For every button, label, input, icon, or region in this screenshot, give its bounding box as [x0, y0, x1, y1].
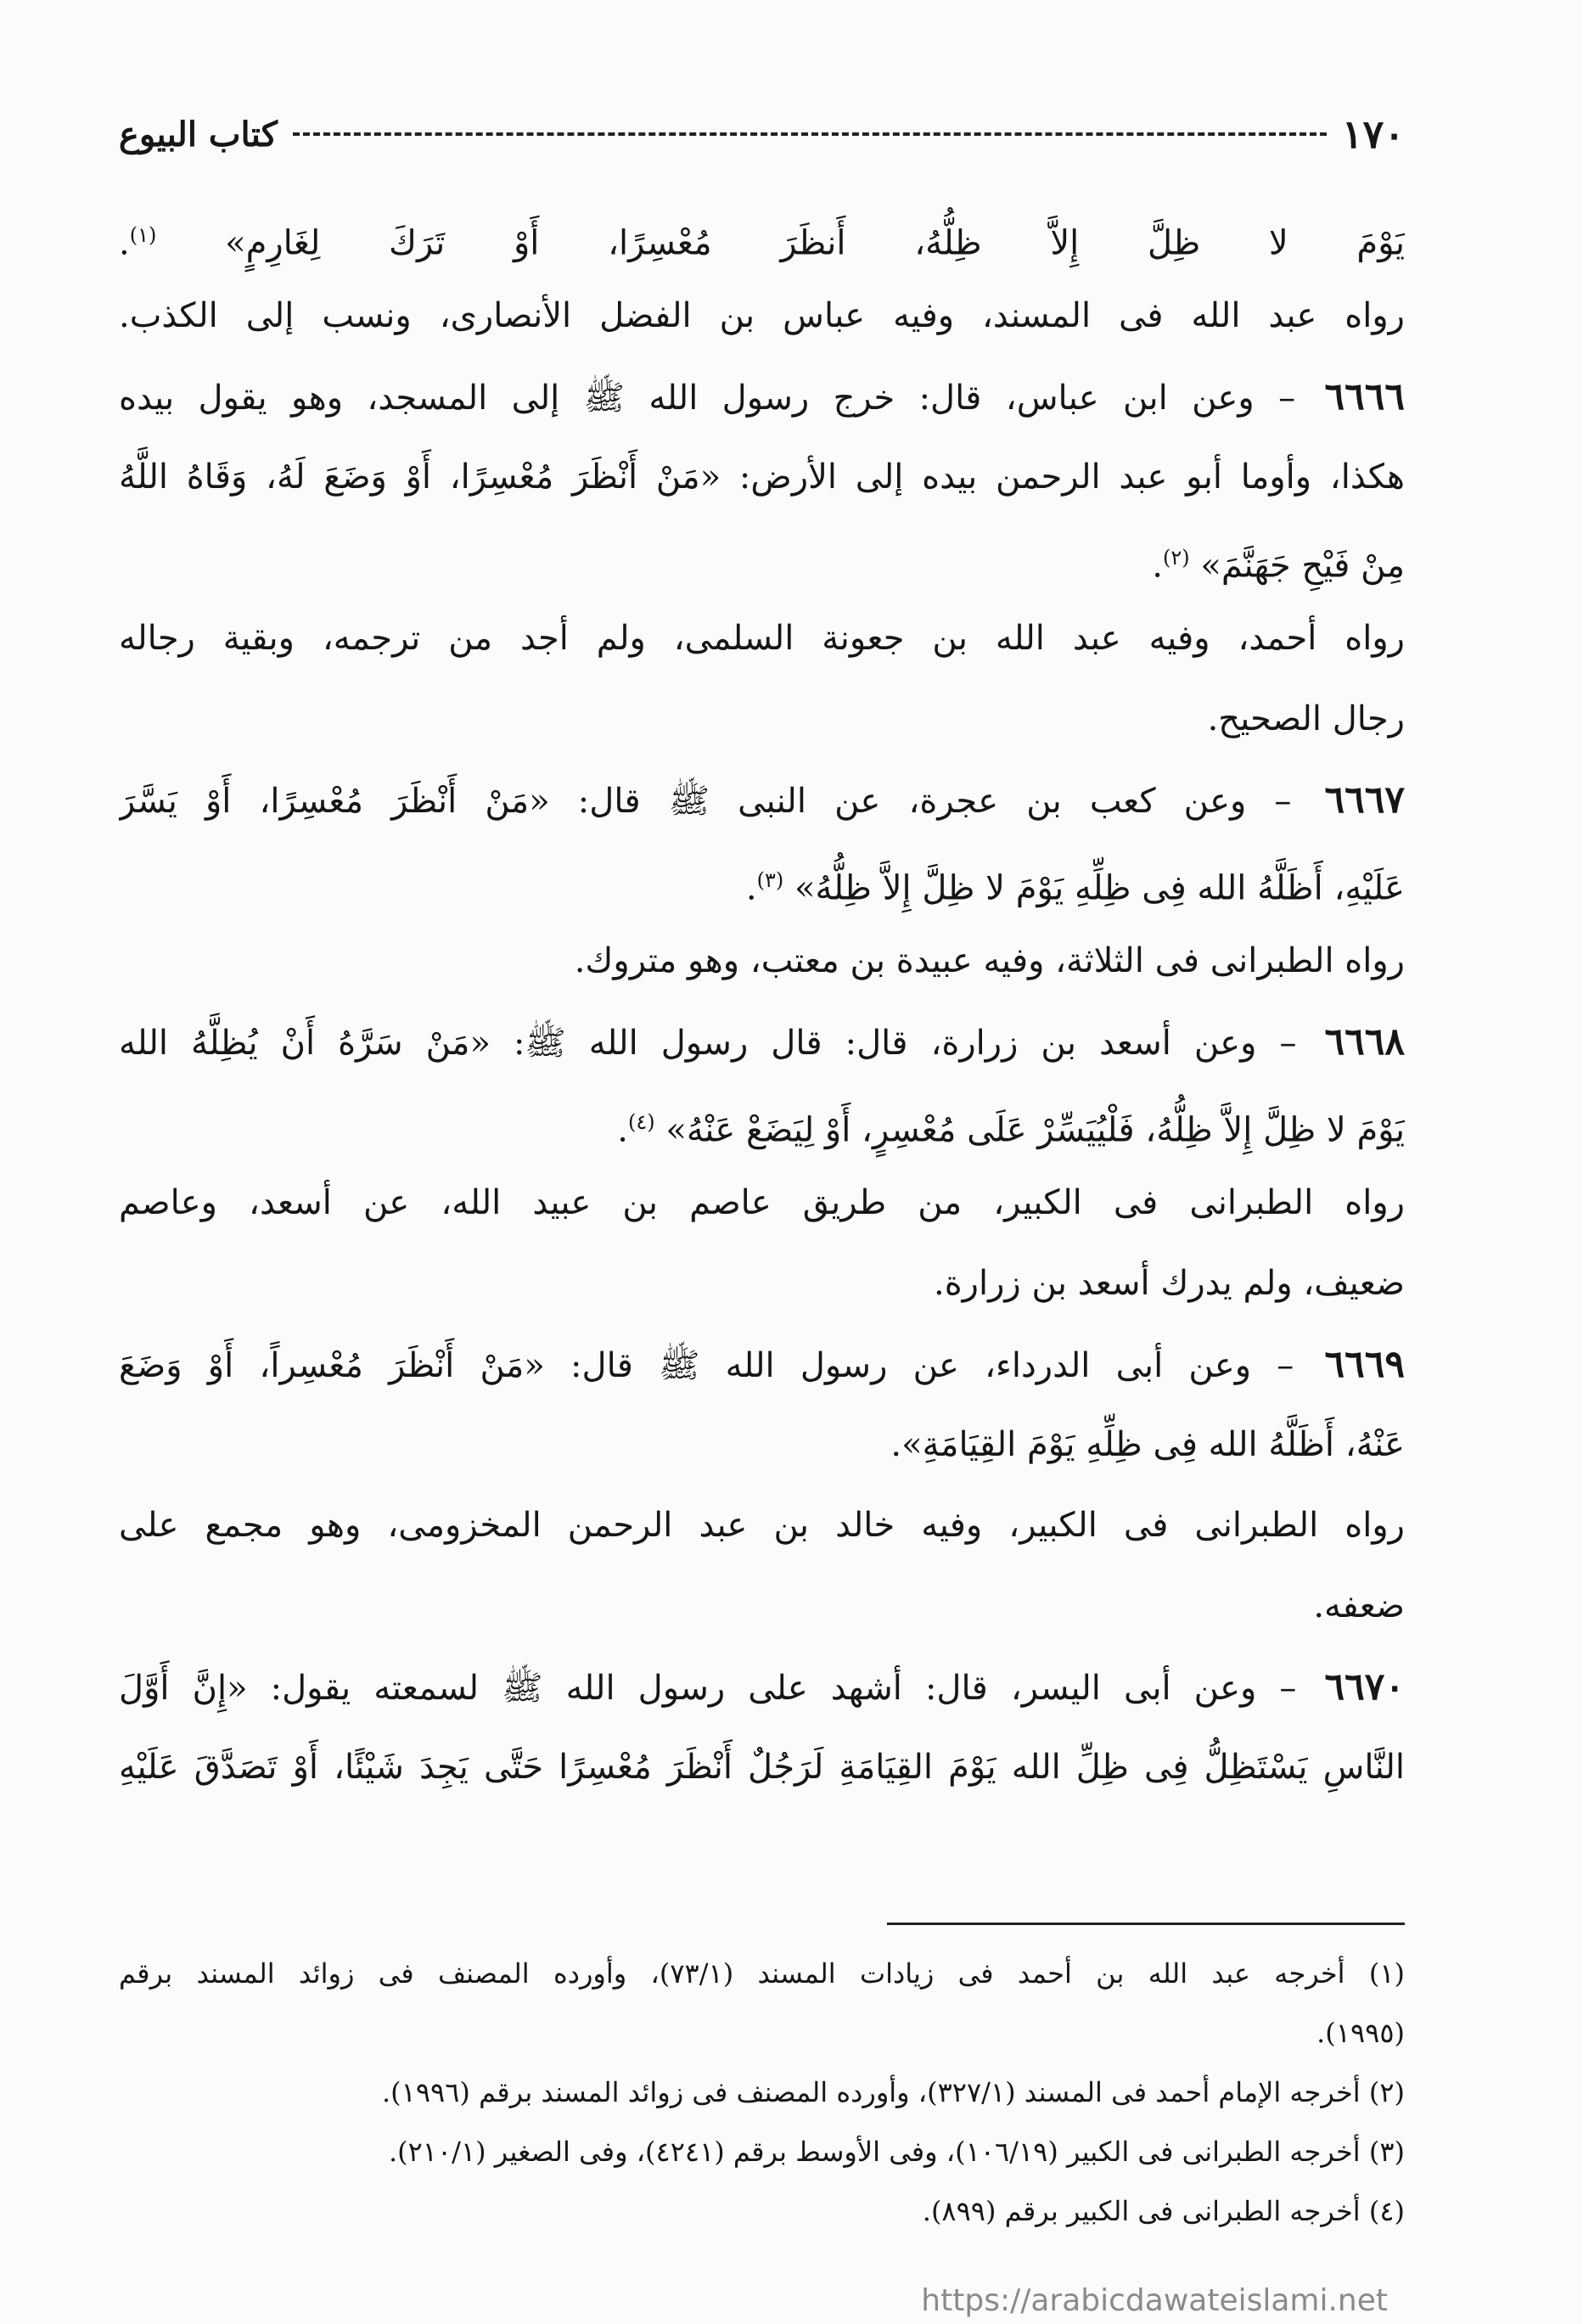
line-text: رواه أحمد، وفيه عبد الله بن جعونة السلمى، ولم أجد من ترجمه، وبقية رجاله — [119, 619, 1405, 658]
text-line — [119, 276, 1405, 356]
text-line — [119, 679, 1405, 760]
line-text: ضعيف، ولم يدرك أسعد بن زرارة. — [934, 1264, 1405, 1303]
main-text — [119, 195, 1405, 1808]
footnote-divider — [887, 1923, 1405, 1925]
hadith-number: ٦٦٦٧ — [1324, 778, 1405, 822]
text-line — [119, 1485, 1405, 1566]
text-line — [119, 437, 1405, 518]
line-text: ضعفه. — [1313, 1586, 1405, 1625]
book-page — [119, 0, 1405, 2324]
line-text: – وعن أبى اليسر، قال: أشهد على رسول الله ﷺ لسمعته يقول: «إِنَّ أَوَّلَ — [119, 1669, 1297, 1708]
hadith-number: ٦٦٦٨ — [1324, 1020, 1405, 1064]
line-end: . — [617, 1110, 629, 1150]
footnote: (٣) أخرجه الطبرانى فى الكبير (١٠٦/١٩)، وفى الأوسط برقم (٤٢٤١)، وفى الصغير (٢١٠/١). — [388, 2136, 1405, 2168]
line-text: يَوْمَ لا ظِلَّ إِلاَّ ظِلُّهُ، أَنظَرَ مُعْسِرًا، أَوْ تَرَكَ لِغَارِمٍ» — [225, 223, 1405, 263]
hadith-line — [119, 760, 1405, 840]
text-line — [119, 1163, 1405, 1243]
line-text: يَوْمَ لا ظِلَّ إِلاَّ ظِلُّهُ، فَلْيُيَسِّرْ عَلَى مُعْسِرٍ، أَوْ لِيَضَعْ عَنْهُ» — [665, 1110, 1405, 1150]
footnote: (٤) أخرجه الطبرانى فى الكبير برقم (٨٩٩). — [922, 2195, 1405, 2227]
watermark-url: https://arabicdawateislami.net — [921, 2283, 1388, 2318]
text-line — [119, 598, 1405, 679]
line-end: . — [1152, 546, 1163, 586]
line-text: عَلَيْهِ، أَظَلَّهُ الله فِى ظِلِّهِ يَوْمَ لا ظِلَّ إِلاَّ ظِلُّهُ» — [794, 868, 1405, 908]
line-text: النَّاسِ يَسْتَظِلُّ فِى ظِلِّ الله يَوْمَ القِيَامَةِ لَرَجُلٌ أَنْظَرَ مُعْسِرًا حَتَّى يَجِدَ شَيْئًا، أَوْ تَصَدَّقَ عَلَيْهِ — [119, 1748, 1405, 1787]
text-line — [119, 1243, 1405, 1324]
footnotes — [119, 1944, 1405, 2241]
hadith-number: ٦٦٦٩ — [1324, 1343, 1405, 1386]
line-text: هكذا، وأوما أبو عبد الرحمن بيده إلى الأرض: «مَنْ أَنْظَرَ مُعْسِرًا، أَوْ وَضَعَ لَهُ، وَقَاهُ اللَّهُ — [119, 458, 1405, 497]
book-title: كتاب البيوع — [119, 114, 278, 154]
hadith-line — [119, 1002, 1405, 1082]
line-text: عَنْهُ، أَظَلَّهُ الله فِى ظِلِّهِ يَوْمَ القِيَامَةِ». — [890, 1425, 1405, 1464]
line-text: مِنْ فَيْحِ جَهَنَّمَ» — [1200, 546, 1405, 586]
footnote-ref: (٢) — [1162, 546, 1190, 570]
line-text: رواه الطبرانى فى الثلاثة، وفيه عبيدة بن معتب، وهو متروك. — [574, 941, 1405, 980]
text-line — [119, 1727, 1405, 1808]
line-text: رواه عبد الله فى المسند، وفيه عباس بن الفضل الأنصارى، ونسب إلى الكذب. — [119, 296, 1405, 335]
text-line — [119, 1082, 1405, 1163]
line-end: . — [119, 223, 130, 263]
text-line — [119, 1566, 1405, 1647]
line-text: – وعن ابن عباس، قال: خرج رسول الله ﷺ إلى المسجد، وهو يقول بيده — [119, 379, 1296, 418]
line-text: – وعن أسعد بن زرارة، قال: قال رسول الله ﷺ: «مَنْ سَرَّهُ أَنْ يُظِلَّهُ الله — [119, 1024, 1297, 1063]
text-line — [119, 1405, 1405, 1485]
line-end: . — [745, 868, 757, 908]
footnote-ref: (٤) — [628, 1110, 655, 1134]
page-header — [119, 109, 1405, 160]
text-line — [119, 195, 1405, 276]
hadith-line — [119, 356, 1405, 437]
footnote: (٢) أخرجه الإمام أحمد فى المسند (٣٢٧/١)، وأورده المصنف فى زوائد المسند برقم (١٩٩٦). — [382, 2076, 1405, 2108]
hadith-number: ٦٦٦٦ — [1324, 375, 1405, 418]
line-text: رواه الطبرانى فى الكبير، وفيه خالد بن عبد الرحمن المخزومى، وهو مجمع على — [119, 1506, 1405, 1545]
hadith-number: ٦٦٧٠ — [1324, 1665, 1405, 1709]
hadith-line — [119, 1324, 1405, 1405]
footnote-ref: (٣) — [756, 868, 784, 892]
header-divider — [293, 132, 1327, 136]
line-text: – وعن كعب بن عجرة، عن النبى ﷺ قال: «مَنْ أَنْظَرَ مُعْسِرًا، أَوْ يَسَّرَ — [119, 782, 1292, 821]
text-line — [119, 840, 1405, 921]
footnote: (١٩٩٥). — [1316, 2017, 1405, 2049]
footnote-ref: (١) — [129, 223, 157, 247]
line-text: رجال الصحيح. — [1207, 699, 1405, 738]
text-line — [119, 518, 1405, 598]
line-text: رواه الطبرانى فى الكبير، من طريق عاصم بن عبيد الله، عن أسعد، وعاصم — [119, 1183, 1405, 1222]
page-number: ١٧٠ — [1341, 111, 1405, 157]
hadith-line — [119, 1647, 1405, 1727]
text-line — [119, 921, 1405, 1002]
footnote: (١) أخرجه عبد الله بن أحمد فى زيادات المسند (٧٣/١)، وأورده المصنف فى زوائد المسند برقم — [119, 1957, 1405, 1990]
line-text: – وعن أبى الدرداء، عن رسول الله ﷺ قال: «مَنْ أَنْظَرَ مُعْسِراً، أَوْ وَضَعَ — [119, 1346, 1294, 1385]
